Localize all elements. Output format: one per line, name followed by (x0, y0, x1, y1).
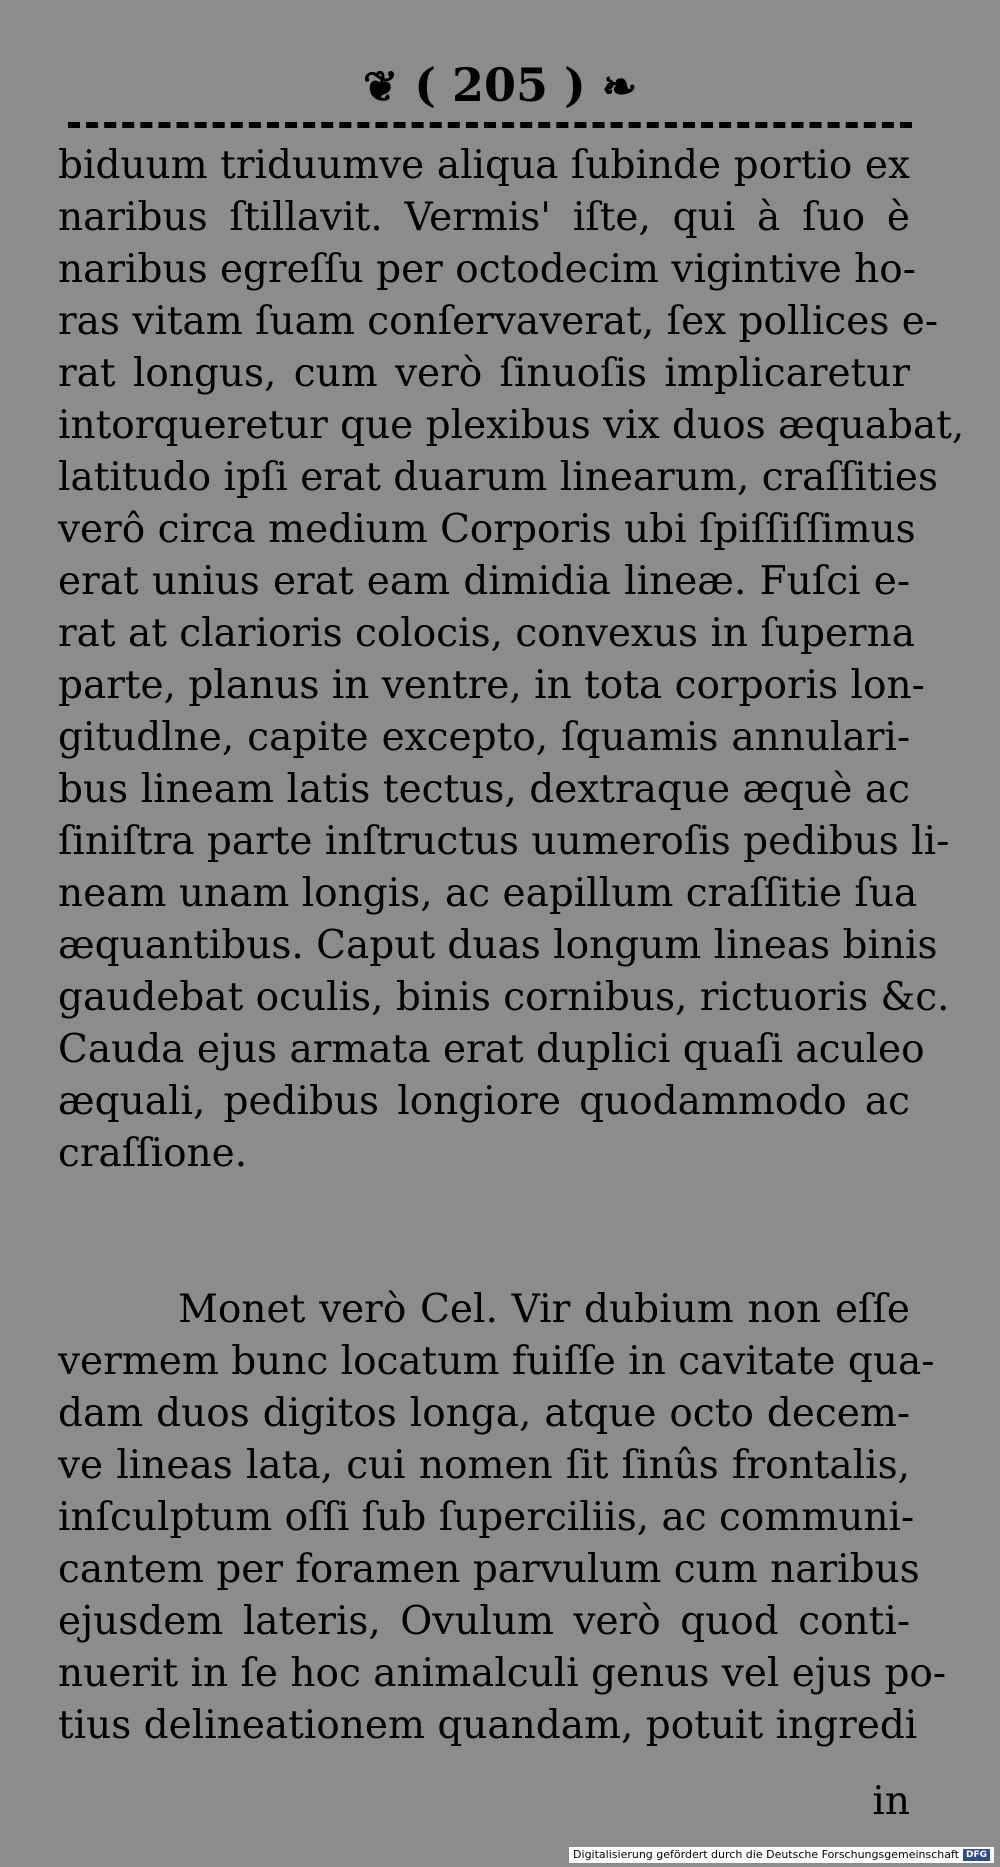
text-line: ejusdem lateris, Ovulum verò quod conti- (58, 1599, 910, 1644)
text-line: neam unam longis, ac eapillum craſſitie ſua (58, 871, 918, 916)
text-line: ve lineas lata, cui nomen ſit ſinûs frontalis, (58, 1443, 910, 1488)
right-ornament-icon: ❧ (601, 62, 638, 111)
digitization-footer (569, 1847, 994, 1863)
footer-text: Digitalisierung gefördert durch die Deutsche Forschungsgemeinschaft (573, 1848, 959, 1861)
text-line: erat unius erat eam dimidia lineæ. Fuſci e- (58, 559, 910, 604)
text-line: gitudlne, capite excepto, ſquamis annulari- (58, 715, 910, 760)
catchword: in (872, 1779, 910, 1824)
text-line: Monet verò Cel. Vir dubium non eſſe (178, 1287, 910, 1332)
text-line: biduum triduumve aliqua ſubinde portio ex (58, 143, 910, 188)
text-line: Cauda ejus armata erat duplici quaſi aculeo (58, 1027, 925, 1072)
text-line: rat at clarioris colocis, convexus in ſuperna (58, 611, 916, 656)
text-line: intorqueretur que plexibus vix duos æquabat, (58, 403, 965, 448)
text-line: nuerit in ſe hoc animalculi genus vel ejus po- (58, 1651, 947, 1696)
text-line: gaudebat oculis, binis cornibus, rictuoris &c. (58, 975, 950, 1020)
paragraph-2 (58, 1284, 947, 1752)
left-ornament-icon: ❦ (362, 62, 399, 111)
paragraph-1 (58, 140, 965, 1180)
text-line: ras vitam ſuam conſervaverat, ſex pollices e- (58, 299, 939, 344)
text-line: verô circa medium Corporis ubi ſpiſſiſſimus (58, 507, 916, 552)
text-line: naribus egreſſu per octodecim vigintive ho- (58, 247, 916, 292)
text-line: craſſione. (58, 1131, 248, 1176)
page-header (0, 58, 1000, 114)
text-line: ſiniſtra parte inſtructus uumeroſis pedibus li- (58, 819, 950, 864)
body-text (58, 140, 965, 1752)
dfg-logo: DFG (963, 1849, 990, 1861)
text-line: dam duos digitos longa, atque octo decem- (58, 1391, 910, 1436)
text-line: inſculptum oſſi ſub ſuperciliis, ac communi- (58, 1495, 915, 1540)
text-line: parte, planus in ventre, in tota corporis lon- (58, 663, 925, 708)
text-line: tius delineationem quandam, potuit ingredi (58, 1703, 918, 1748)
text-line: æquali, pedibus longiore quodammodo ac (58, 1079, 910, 1124)
text-line: æquantibus. Caput duas longum lineas binis (58, 923, 938, 968)
text-line: cantem per foramen parvulum cum naribus (58, 1547, 920, 1592)
page-number: ( 205 ) (414, 58, 586, 112)
text-line: vermem bunc locatum fuiſſe in cavitate qua- (58, 1339, 935, 1384)
text-line: latitudo ipſi erat duarum linearum, craſſities (58, 455, 939, 500)
text-line: rat longus, cum verò ſinuoſis implicaretur (58, 351, 910, 396)
text-line: naribus ſtillavit. Vermis' iſte, qui à ſuo è (58, 195, 910, 240)
text-line: bus lineam latis tectus, dextraque æquè ac (58, 767, 910, 812)
header-rule (68, 122, 912, 128)
